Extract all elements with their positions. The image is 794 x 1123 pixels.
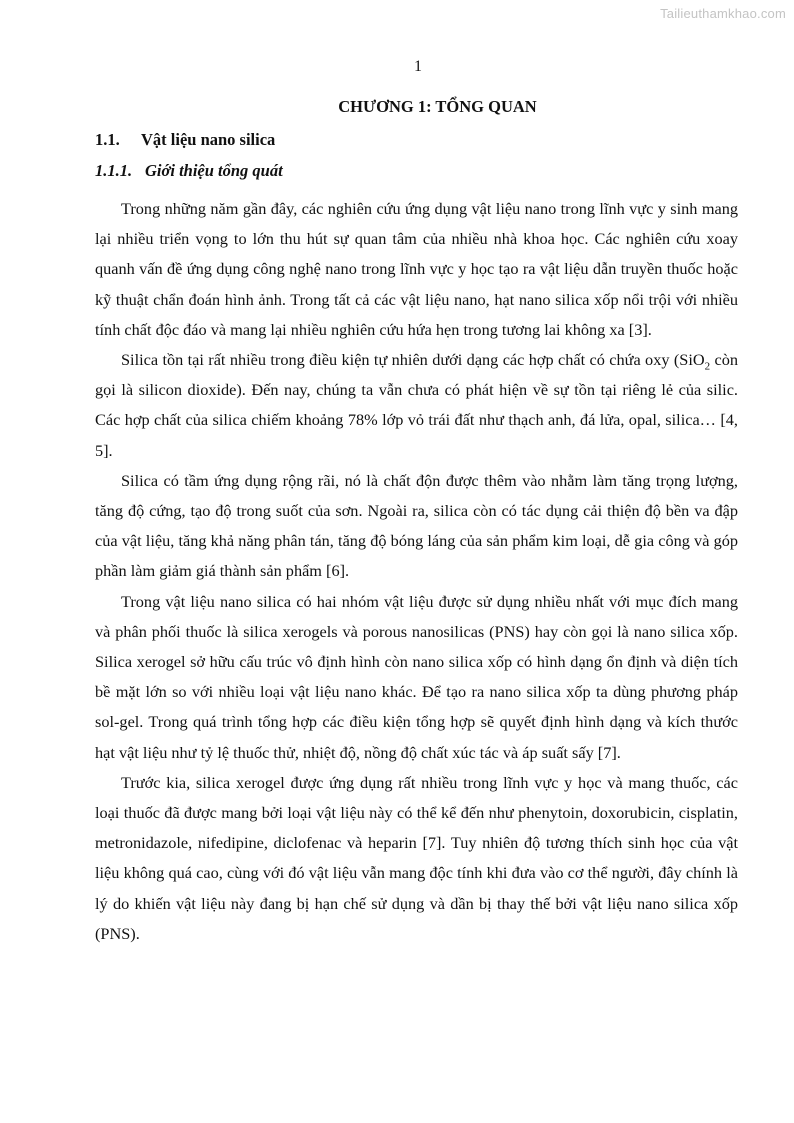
watermark: Tailieuthamkhao.com <box>660 6 786 21</box>
subsection-title: Giới thiệu tổng quát <box>145 161 283 180</box>
paragraph-xerogel-history: Trước kia, silica xerogel được ứng dụng rất nhiều trong lĩnh vực y học và mang thuốc, các loại thuốc đã được mang bởi loại vật liệu này có thể kể đến như phenytoin, doxorubicin, cisplatin, metronidazole, nifedipine, diclofenac và heparin [7]. Tuy nhiên độ tương thích sinh học của vật liệu không quá cao, cùng với đó vật liệu vẫn mang độc tính khi đưa vào cơ thể người, đây chính là lý do khiến vật liệu này đang bị hạn chế sử dụng và dần bị thay thế bởi vật liệu nano silica xốp (PNS). <box>95 772 738 943</box>
chapter-title: CHƯƠNG 1: TỔNG QUAN <box>338 97 537 116</box>
subscript: 2 <box>704 360 711 373</box>
paragraph-nano-silica-groups: Trong vật liệu nano silica có hai nhóm vật liệu được sử dụng nhiều nhất với mục đích mang và phân phối thuốc là silica xerogels và porous nanosilicas (PNS) hay còn gọi là nano silica xốp. Silica xerogel sở hữu cấu trúc vô định hình còn nano silica xốp có hình dạng ổn định và diện tích bề mặt lớn so với nhiều loại vật liệu nano khác. Để tạo ra nano silica xốp ta dùng phương pháp sol-gel. Trong quá trình tổng hợp các điều kiện tổng hợp sẽ quyết định hình dạng và kích thước hạt vật liệu như tỷ lệ thuốc thử, nhiệt độ, nồng độ chất xúc tác và áp suất sấy [7]. <box>95 591 738 762</box>
document-body <box>95 96 738 949</box>
section-number: 1.1. <box>95 130 120 149</box>
paragraph-applications: Silica có tầm ứng dụng rộng rãi, nó là chất độn được thêm vào nhằm làm tăng trọng lượng, tăng độ cứng, tạo độ trong suốt của sơn. Ngoài ra, silica còn có tác dụng cải thiện độ bền va đập của vật liệu, tăng khả năng phân tán, tăng độ bóng láng của sản phẩm kim loại, dễ gia công và góp phần làm giảm giá thành sản phẩm [6]. <box>95 470 738 581</box>
paragraph-text: còn gọi là silicon dioxide). Đến nay, chúng ta vẫn chưa có phát hiện về sự tồn tại riêng lẻ của silic. Các hợp chất của silica chiếm khoảng 78% lớp vỏ trái đất như thạch anh, đá lửa, opal, silica… [4, 5]. <box>95 350 738 460</box>
section-title: Vật liệu nano silica <box>141 130 276 149</box>
paragraph-intro: Trong những năm gần đây, các nghiên cứu ứng dụng vật liệu nano trong lĩnh vực y sinh mang lại nhiều triển vọng to lớn thu hút sự quan tâm của nhiều nhà khoa học. Các nghiên cứu xoay quanh vấn đề ứng dụng công nghệ nano trong lĩnh vực y học tạo ra vật liệu dẫn truyền thuốc hoặc kỹ thuật chẩn đoán hình ảnh. Trong tất cả các vật liệu nano, hạt nano silica xốp nổi trội với nhiều tính chất độc đáo và mang lại nhiều nghiên cứu hứa hẹn trong tương lai không xa [3]. <box>95 199 738 339</box>
section-heading <box>95 129 738 151</box>
page-number: 1 <box>414 58 422 75</box>
subsection-heading <box>95 160 738 182</box>
paragraph-silica-nature <box>95 345 738 466</box>
subsection-number: 1.1.1. <box>95 161 133 180</box>
paragraph-text: Silica tồn tại rất nhiều trong điều kiện tự nhiên dưới dạng các hợp chất có chứa oxy (SiO <box>121 350 705 370</box>
